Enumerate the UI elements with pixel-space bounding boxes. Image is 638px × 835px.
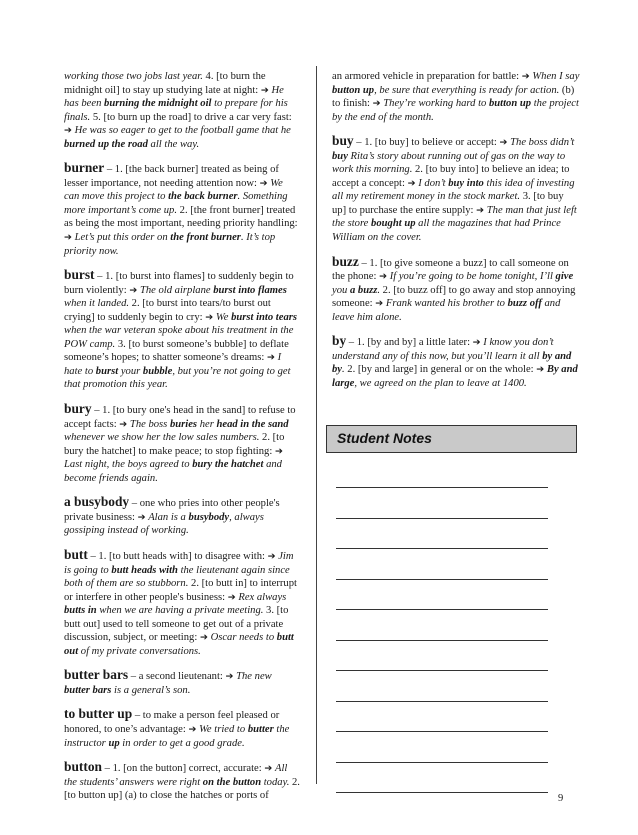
note-line[interactable] bbox=[336, 640, 548, 641]
note-line[interactable] bbox=[336, 670, 548, 671]
arrow-icon: ➔ bbox=[267, 550, 276, 562]
left-column bbox=[64, 70, 300, 813]
arrow-icon: ➔ bbox=[372, 98, 381, 110]
arrow-icon: ➔ bbox=[225, 671, 234, 683]
arrow-icon: ➔ bbox=[259, 177, 268, 189]
left-entry: working those two jobs last year. 4. [to burn the midnight oil] to stay up studying late at night: ➔ He has been burning the midnight oil to prepare for his finals. 5. [to burn up the road] to drive a car very fast: ➔ He was so eager to get to the football game that he burned up the road all the way. bbox=[64, 71, 292, 150]
note-line[interactable] bbox=[336, 701, 548, 702]
left-entry: burst – 1. [to burst into flames] to suddenly begin to burn violently: ➔ The old airplane burst into flames when it landed. 2. [to burst into tears/to burst out crying] to suddenly begin to cry: ➔ We burst into tears when the war veteran spoke about his treatment in the POW camp. 3. [to burst someone’s bubble] to deflate someone’s hopes; to shatter someone’s dreams: ➔ I hate to burst your bubble, but you’re not going to get that promotion this year. bbox=[64, 267, 297, 391]
headword: buzz bbox=[332, 253, 359, 269]
note-line[interactable] bbox=[336, 792, 548, 793]
arrow-icon: ➔ bbox=[274, 445, 283, 457]
left-entry: bury – 1. [to bury one's head in the sand] to refuse to accept facts: ➔ The boss buries her head in the sand whenever we show her the low sales numbers. 2. [to bury the hatchet] to make peace; to stop fighting: ➔ Last night, the boys agreed to bury the hatchet and become friends again. bbox=[64, 401, 296, 484]
right-entry: buy – 1. [to buy] to believe or accept: ➔ The boss didn’t buy Rita’s story about running out of gas on the way to work this morning. 2. [to buy into] to believe an idea; to accept a concept: ➔ I don’t buy into this idea of investing all my retirement money in the stock market. 3. [to buy up] to purchase the entire supply: ➔ The man that just left the store bought up all the magazines that had Prince William on the cover. bbox=[332, 133, 577, 244]
note-line[interactable] bbox=[336, 487, 548, 488]
left-entry: a busybody – one who pries into other people's private business: ➔ Alan is a busybody, always gossiping instead of working. bbox=[64, 494, 280, 537]
arrow-icon: ➔ bbox=[264, 763, 273, 775]
left-entry: butt – 1. [to butt heads with] to disagree with: ➔ Jim is going to butt heads with the lieutenant again since both of them are so stubborn. 2. [to butt in] to interrupt or interfere in other people's business: ➔ Rex always butts in when we are having a private meeting. 3. [to butt out] used to tell someone to get out of a private discussion, subject, or meeting: ➔ Oscar needs to butt out of my private conversations. bbox=[64, 546, 297, 657]
arrow-icon: ➔ bbox=[536, 364, 545, 376]
headword: burst bbox=[64, 267, 95, 283]
right-entry: an armored vehicle in preparation for battle: ➔ When I say button up, be sure that everything is ready for action. (b) to finish: ➔ They’re working hard to button up the project by the end of the month. bbox=[332, 71, 580, 123]
note-line[interactable] bbox=[336, 731, 548, 732]
headword: to butter up bbox=[64, 706, 133, 722]
headword: butt bbox=[64, 546, 88, 562]
note-line[interactable] bbox=[336, 548, 548, 549]
arrow-icon: ➔ bbox=[407, 177, 416, 189]
arrow-icon: ➔ bbox=[137, 511, 146, 523]
arrow-icon: ➔ bbox=[188, 723, 197, 735]
arrow-icon: ➔ bbox=[375, 298, 384, 310]
arrow-icon: ➔ bbox=[64, 232, 72, 244]
left-entry: burner – 1. [the back burner] treated as being of lesser importance, not needing attention now: ➔ We can move this project to the back burner. Something more important’s come up. 2. [the front burner] treated as being the most important, needing priority handling: ➔ Let’s put this order on the front burner. It’s top priority now. bbox=[64, 160, 298, 257]
arrow-icon: ➔ bbox=[64, 125, 72, 137]
arrow-icon: ➔ bbox=[227, 591, 236, 603]
note-line[interactable] bbox=[336, 518, 548, 519]
arrow-icon: ➔ bbox=[129, 284, 138, 296]
right-column bbox=[332, 70, 580, 400]
arrow-icon: ➔ bbox=[119, 418, 128, 430]
page-number: 9 bbox=[558, 793, 564, 804]
note-line[interactable] bbox=[336, 762, 548, 763]
arrow-icon: ➔ bbox=[472, 337, 481, 349]
right-entry: by – 1. [by and by] a little later: ➔ I know you don’t understand any of this now, but you’ll learn it all by and by. 2. [by and large] in general or on the whole: ➔ By and large, we agreed on the plan to leave at 1400. bbox=[332, 333, 578, 389]
headword: buy bbox=[332, 133, 354, 149]
note-line[interactable] bbox=[336, 609, 548, 610]
headword: by bbox=[332, 333, 347, 349]
arrow-icon: ➔ bbox=[260, 84, 269, 96]
headword: button bbox=[64, 759, 102, 775]
student-notes-header bbox=[326, 425, 577, 453]
left-entry: button – 1. [on the button] correct, accurate: ➔ All the students’ answers were right on the button today. 2. [to button up] (a) to close the hatches or ports of bbox=[64, 759, 300, 802]
arrow-icon: ➔ bbox=[476, 204, 485, 216]
headword: burner bbox=[64, 160, 105, 176]
note-line[interactable] bbox=[336, 579, 548, 580]
student-notes-title: Student Notes bbox=[337, 430, 432, 446]
headword: bury bbox=[64, 401, 92, 417]
arrow-icon: ➔ bbox=[199, 632, 208, 644]
left-entry: to butter up – to make a person feel pleased or honored, to one’s advantage: ➔ We tried to butter the instructor up in order to get a good grade. bbox=[64, 706, 290, 749]
arrow-icon: ➔ bbox=[267, 352, 275, 364]
arrow-icon: ➔ bbox=[205, 311, 214, 323]
arrow-icon: ➔ bbox=[499, 137, 508, 149]
left-entry: butter bars – a second lieutenant: ➔ The new butter bars is a general’s son. bbox=[64, 667, 272, 696]
right-entry: buzz – 1. [to give someone a buzz] to call someone on the phone: ➔ If you’re going to be home tonight, I’ll give you a buzz. 2. [to buzz off] to go away and stop annoying someone: ➔ Frank wanted his brother to buzz off and leave him alone. bbox=[332, 253, 576, 323]
arrow-icon: ➔ bbox=[521, 71, 530, 82]
arrow-icon: ➔ bbox=[379, 271, 388, 283]
column-divider bbox=[316, 66, 317, 784]
headword: butter bars bbox=[64, 667, 129, 683]
headword: a busybody bbox=[64, 494, 130, 510]
